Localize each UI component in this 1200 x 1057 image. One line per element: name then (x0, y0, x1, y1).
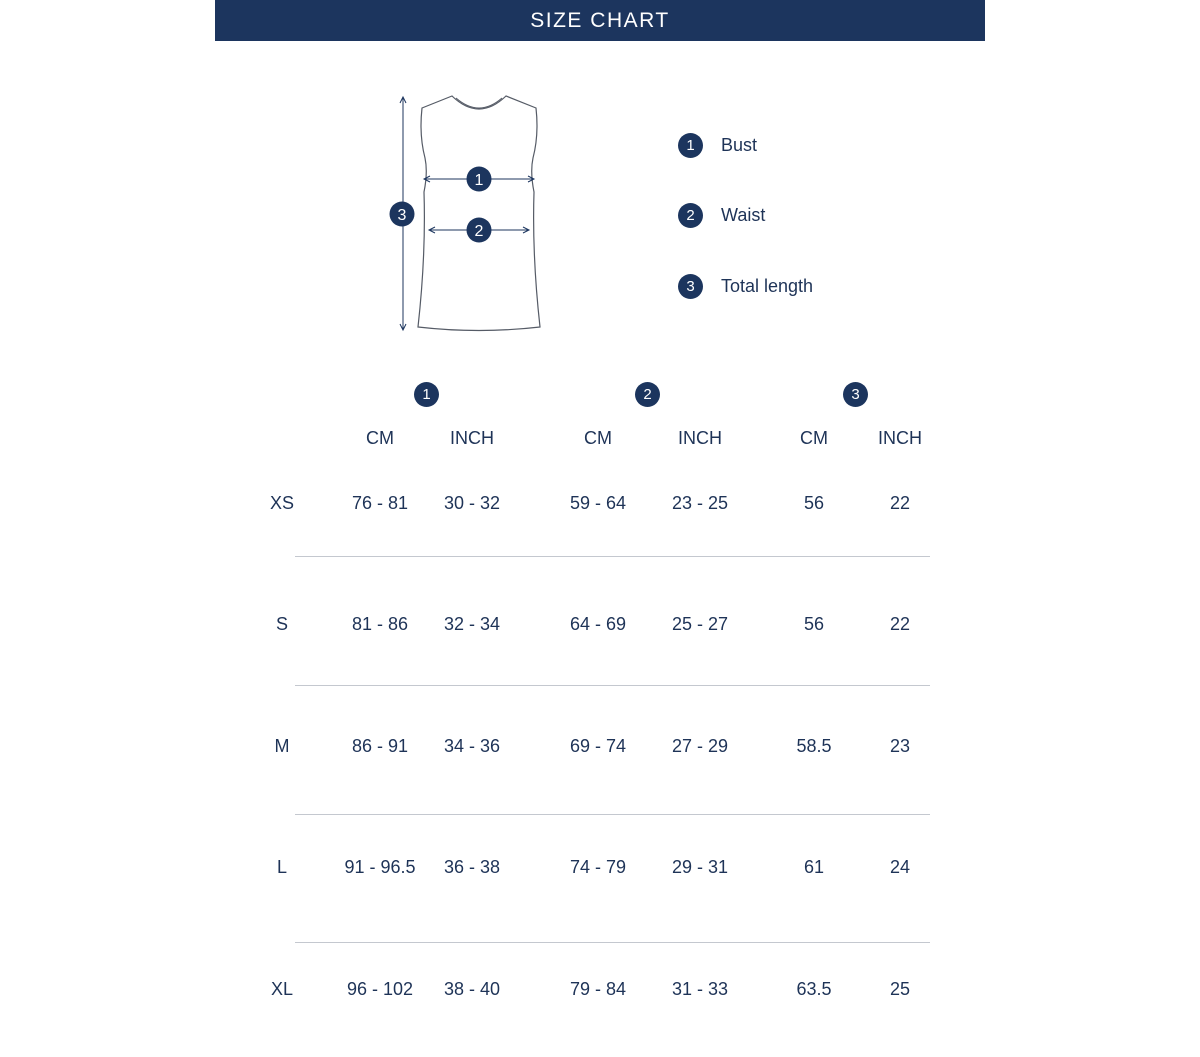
waist-cm: 69 - 74 (569, 736, 627, 756)
size-label: M (274, 736, 290, 756)
length-inch: 24 (889, 857, 911, 877)
svg-text:2: 2 (474, 223, 484, 240)
legend-label: Total length (721, 275, 814, 296)
column-header-inch: INCH (878, 428, 922, 448)
waist-inch: 23 - 25 (671, 493, 729, 513)
row-divider (295, 685, 930, 686)
legend-item-waist (678, 202, 978, 228)
page-title: SIZE CHART (530, 8, 670, 32)
column-header-inch: INCH (450, 428, 494, 448)
number-badge: 1 (678, 133, 703, 158)
waist-inch: 31 - 33 (671, 979, 729, 999)
bust-cm: 96 - 102 (346, 979, 414, 999)
size-label: S (275, 614, 288, 634)
bust-marker (467, 167, 492, 192)
length-inch: 25 (889, 979, 911, 999)
length-marker (390, 202, 415, 227)
dress-illustration (385, 88, 555, 340)
length-inch: 22 (889, 493, 911, 513)
row-divider (295, 556, 930, 557)
waist-inch: 25 - 27 (671, 614, 729, 634)
svg-text:3: 3 (397, 207, 407, 224)
legend-label: Bust (721, 134, 758, 155)
waist-inch: 27 - 29 (671, 736, 729, 756)
waist-cm: 64 - 69 (569, 614, 627, 634)
bust-cm: 91 - 96.5 (344, 857, 416, 877)
bust-inch: 34 - 36 (443, 736, 501, 756)
waist-cm: 59 - 64 (569, 493, 627, 513)
length-cm: 58.5 (796, 736, 832, 756)
row-divider (295, 942, 930, 943)
number-badge: 2 (678, 203, 703, 228)
bust-inch: 38 - 40 (443, 979, 501, 999)
length-cm: 56 (803, 493, 825, 513)
legend-label: Waist (721, 204, 766, 225)
group-badge-waist: 2 (635, 382, 660, 407)
length-cm: 61 (803, 857, 825, 877)
size-label: XL (270, 979, 294, 999)
length-cm: 56 (803, 614, 825, 634)
bust-inch: 30 - 32 (443, 493, 501, 513)
waist-cm: 79 - 84 (569, 979, 627, 999)
waist-inch: 29 - 31 (671, 857, 729, 877)
bust-cm: 81 - 86 (351, 614, 409, 634)
size-chart-header (215, 0, 985, 41)
waist-cm: 74 - 79 (569, 857, 627, 877)
column-header-cm: CM (366, 428, 394, 448)
svg-text:1: 1 (474, 172, 484, 189)
bust-inch: 36 - 38 (443, 857, 501, 877)
legend-item-total-length (678, 273, 978, 299)
length-cm: 63.5 (796, 979, 832, 999)
bust-cm: 86 - 91 (351, 736, 409, 756)
size-label: XS (269, 493, 294, 513)
row-divider (295, 814, 930, 815)
bust-inch: 32 - 34 (443, 614, 501, 634)
column-header-inch: INCH (678, 428, 722, 448)
number-badge: 3 (678, 274, 703, 299)
column-header-cm: CM (800, 428, 828, 448)
column-header-cm: CM (584, 428, 612, 448)
group-badge-bust: 1 (414, 382, 439, 407)
length-inch: 22 (889, 614, 911, 634)
dress-outline (418, 96, 540, 331)
bust-cm: 76 - 81 (351, 493, 409, 513)
size-label: L (276, 857, 287, 877)
length-inch: 23 (889, 736, 911, 756)
legend-item-bust (678, 132, 978, 158)
group-badge-length: 3 (843, 382, 868, 407)
waist-marker (467, 218, 492, 243)
